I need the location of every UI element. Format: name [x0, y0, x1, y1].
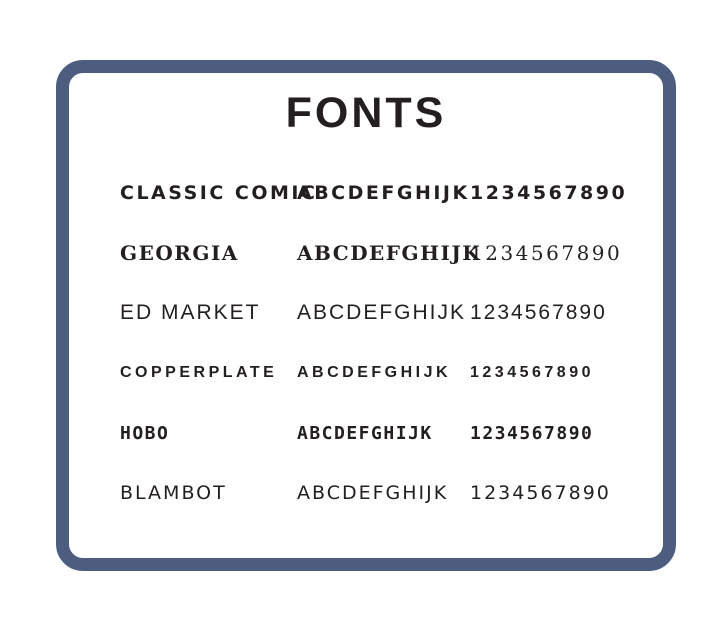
font-numbers-sample: 1234567890 [470, 422, 594, 444]
font-alphabet-sample: ABCDEFGHIJK [297, 241, 482, 265]
font-row-georgia [120, 223, 643, 283]
font-name-label: CLASSIC COMIC [120, 182, 318, 204]
font-row-ed-market [120, 283, 643, 343]
font-alphabet-sample: ABCDEFGHIJK [297, 364, 452, 381]
font-row-classic-comic [120, 163, 643, 223]
font-numbers-sample: 1234567890 [470, 182, 628, 204]
font-numbers-sample: 1234567890 [470, 364, 594, 381]
rounded-frame [56, 60, 676, 571]
font-specimen-table [120, 163, 643, 523]
font-numbers-sample: 1234567890 [470, 241, 623, 265]
font-name-label: BLAMBOT [120, 482, 227, 504]
page-title: FONTS [285, 89, 447, 137]
font-numbers-sample: 1234567890 [470, 301, 607, 324]
font-numbers-sample: 1234567890 [470, 482, 611, 504]
font-name-label: COPPERPLATE [120, 364, 278, 381]
font-alphabet-sample: ABCDEFGHIJK [297, 482, 449, 504]
font-alphabet-sample: ABCDEFGHIJK [297, 301, 467, 324]
font-name-label: ED MARKET [120, 301, 261, 324]
font-alphabet-sample: ABCDEFGHIJK [297, 422, 433, 444]
font-name-label: GEORGIA [120, 241, 239, 265]
font-row-hobo [120, 403, 643, 463]
font-row-blambot [120, 463, 643, 523]
font-name-label: HOBO [120, 422, 170, 444]
font-alphabet-sample: ABCDEFGHIJK [297, 182, 470, 204]
font-row-copperplate [120, 343, 643, 403]
